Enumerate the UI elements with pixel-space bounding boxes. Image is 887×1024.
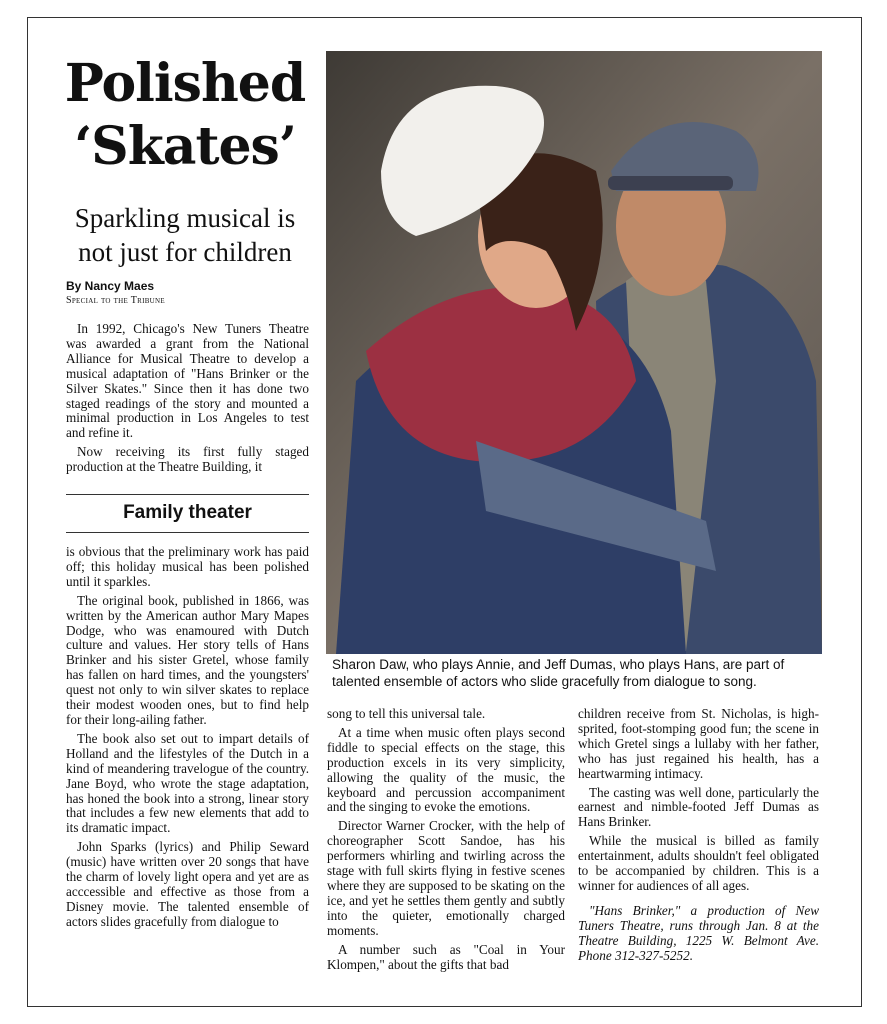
paragraph: A number such as "Coal in Your Klompen," about the gifts that bad [327,941,565,972]
paragraph: song to tell this universal tale. [327,706,486,721]
photo-caption: Sharon Daw, who plays Annie, and Jeff Dumas, who plays Hans, are part of talented ensemble of actors who slide gracefully from dialogue to song. [332,657,785,689]
column-2 [327,707,565,976]
paragraph: Now receiving its first fully staged production at the Theatre Building, it [66,444,309,475]
subheadline-line-1: Sparkling musical is [74,203,296,233]
headline-line-2: ‘Skates’ [74,116,296,177]
paragraph: children receive from St. Nicholas, is high-sprited, foot-stomping good fun; the scene in which Gretel sings a lullaby with her father, who has just regained his health, has a heartwarming intimacy. [578,706,819,781]
paragraph: Director Warner Crocker, with the help of choreographer Scott Sandoe, has his performers whirling and twirling across the stage with full skirts flying in festive scenes where they are supposed to be skating on the ice, and yet he settles them gently and subtly into the quieter, emotionally charged moments. [327,818,565,938]
paragraph: In 1992, Chicago's New Tuners Theatre was awarded a grant from the National Alliance for Musical Theatre to develop a musical adaptation of "Hans Brinker or the Silver Skates." Since then it has done two staged readings of the story and mounted a minimal production in Los Angeles to test and refine it. [66,321,309,441]
paragraph: The book also set out to impart details of Holland and the lifestyles of the Dutch in a kind of meandering travelogue of the country. Jane Boyd, who wrote the stage adaptation, has honed the book into a strong, linear story that includes a few new elements that add to its dramatic impact. [66,730,309,836]
paragraph: is obvious that the preliminary work has paid off; this holiday musical has been polished until it sparkles. [66,544,309,589]
headline [40,52,330,178]
section-rule-bottom [66,532,309,533]
paragraph: John Sparks (lyrics) and Philip Seward (music) have written over 20 songs that have the charm of lovely light opera and yet are as acccessible and effective as those from a Disney movie. The talented ensemble of actors slides gracefully from dialogue to [66,839,309,929]
paragraph: The original book, published in 1866, was written by the American author Mary Mapes Dodge, who was enamoured with Dutch culture and values. Her story tells of Hans Brinker and his sister Gretel, whose family has fallen on hard times, and the youngsters' quest not only to win silver skates to replace their modest wooden ones, but to find help for their long-ailing father. [66,592,309,727]
column-1-top [66,322,309,479]
paragraph: At a time when music often plays second fiddle to special effects on the stage, this production excels in its very simplicity, allowing the quality of the music, the keyboard and percussion accompaniment and the singing to evoke the emotions. [327,724,565,815]
subheadline-line-2: not just for children [78,237,292,267]
paragraph: While the musical is billed as family entertainment, adults shouldn't feel obligated to be accompanied by children. This is a winner for audiences of all ages. [578,833,819,893]
column-1-bottom [66,545,309,934]
production-info: "Hans Brinker," a production of New Tuners Theatre, runs through Jan. 8 at the Theatre Building, 1225 W. Belmont Ave. Phone 312-327-5252. [578,902,819,963]
photo-illustration [326,51,822,654]
headline-line-1: Polished [64,53,306,114]
paragraph: The casting was well done, particularly the earnest and nimble-footed Jeff Dumas as Hans Brinker. [578,784,819,830]
subheadline [40,201,330,269]
byline: By Nancy Maes [66,279,155,293]
column-3 [578,707,819,968]
byline-credit: Special to the Tribune [66,295,165,306]
photo-performers [326,51,822,654]
section-rule-top [66,494,309,495]
section-heading: Family theater [123,502,252,523]
